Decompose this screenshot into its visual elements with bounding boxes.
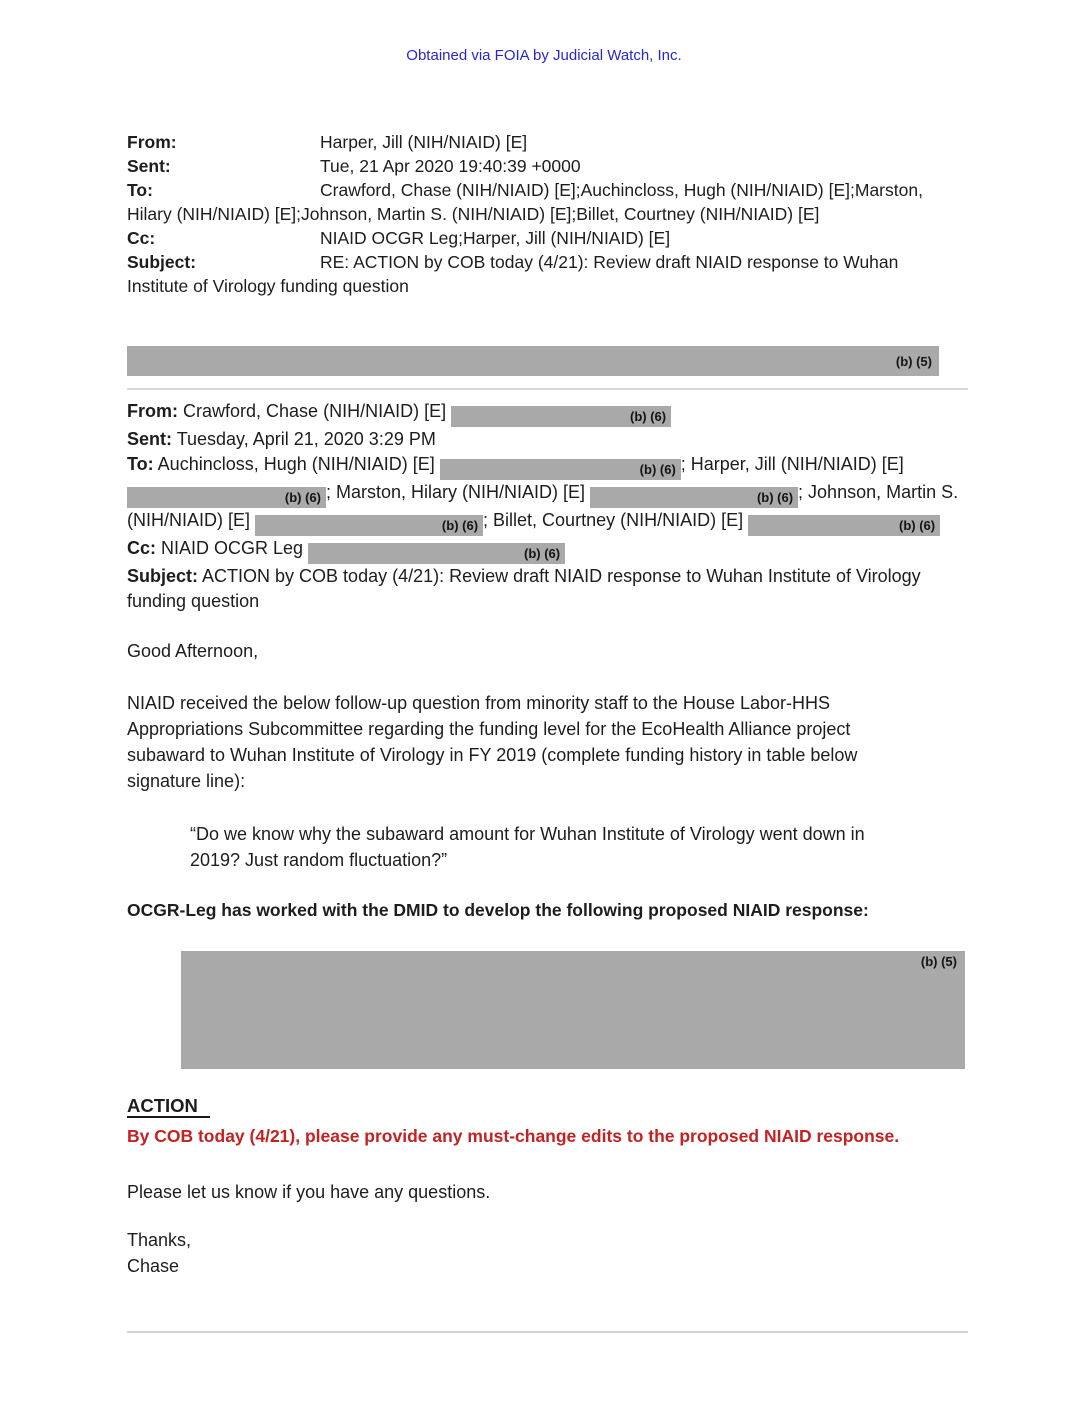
action-heading-text: ACTION [127, 1095, 210, 1118]
email2-to-recipient5: ; Billet, Courtney (NIH/NIAID) [E] [483, 510, 744, 530]
body-greeting: Good Afternoon, [127, 641, 259, 661]
email1-subject-row [127, 250, 957, 298]
redaction-bar-b6-cc [308, 543, 565, 564]
body-paragraph-line: NIAID received the below follow-up question from minority staff to the House Labor-HHS [127, 693, 830, 713]
redaction-bar-b6-to5 [748, 515, 940, 536]
email2-cc-value: NIAID OCGR Leg [161, 538, 304, 558]
email2-subject-wrap: funding question [127, 591, 260, 611]
redaction-tag-b6: (b) (6) [756, 490, 794, 505]
email1-sent-value: Tue, 21 Apr 2020 19:40:39 +0000 [320, 156, 581, 176]
email2-to-recipient4: ; Johnson, Martin S. [798, 482, 959, 502]
email2-to-line-2 [127, 480, 1007, 508]
redaction-bar-b6-from [451, 406, 671, 427]
quote-line: 2019? Just random fluctuation?” [190, 850, 448, 870]
body-paragraph [127, 690, 1088, 794]
email1-from-row [127, 130, 957, 154]
email1-sent-label: Sent: [127, 156, 171, 176]
email2-sent-line [127, 427, 1007, 452]
email2-sent-label: Sent: [127, 429, 172, 449]
action-intro: OCGR-Leg has worked with the DMID to develop the following proposed NIAID response: [127, 900, 869, 920]
email1-from-value: Harper, Jill (NIH/NIAID) [E] [320, 132, 528, 152]
email2-cc-label: Cc: [127, 538, 157, 558]
signature-block [127, 1227, 1088, 1279]
action-deadline: By COB today (4/21), please provide any must-change edits to the proposed NIAID response. [127, 1126, 900, 1146]
email2-subject-label: Subject: [127, 566, 199, 586]
redaction-tag-b6: (b) (6) [639, 462, 676, 477]
email1-from-label: From: [127, 132, 177, 152]
email1-subject-label: Subject: [127, 252, 197, 272]
redaction-bar-b6-to3 [590, 487, 798, 508]
email2-to-recipient2: ; Harper, Jill (NIH/NIAID) [E] [680, 454, 904, 474]
redaction-tag-b5: (b) (5) [920, 954, 957, 969]
email2-to-line-3 [127, 508, 1007, 536]
body-paragraph-line: subaward to Wuhan Institute of Virology in FY 2019 (complete funding history in table below [127, 745, 858, 765]
email2-to-recipient3: ; Marston, Hilary (NIH/NIAID) [E] [326, 482, 586, 502]
quoted-question [190, 821, 1088, 873]
email1-to-value: Crawford, Chase (NIH/NIAID) [E];Auchincloss, Hugh (NIH/NIAID) [E];Marston, Hilary (NIH/NIAID) [E];Johnson, Martin S. (NIH/NIAID) [E];Billet, Courtney (NIH/NIAID) [E] [127, 180, 923, 224]
email2-to-recipient4-wrap: (NIH/NIAID) [E] [127, 510, 251, 530]
email1-cc-label: Cc: [127, 228, 156, 248]
redaction-tag-b6: (b) (6) [899, 518, 936, 533]
redaction-bar-b6-to2 [127, 487, 326, 508]
email1-header [127, 130, 957, 298]
signature-name: Chase [127, 1256, 180, 1276]
email2-cc-line [127, 536, 1007, 564]
redaction-bar-b6-to1 [440, 459, 681, 480]
foia-stamp: Obtained via FOIA by Judicial Watch, Inc. [406, 47, 682, 64]
email2-from-line [127, 399, 1007, 427]
email1-cc-row [127, 226, 957, 250]
email1-sent-row [127, 154, 957, 178]
email2-to-recipient1: Auchincloss, Hugh (NIH/NIAID) [E] [157, 454, 435, 474]
email1-to-row [127, 178, 957, 226]
redaction-tag-b6: (b) (6) [284, 490, 321, 505]
email2-to-label: To: [127, 454, 154, 474]
email2-from-value: Crawford, Chase (NIH/NIAID) [E] [183, 401, 447, 421]
redaction-bar-b5 [127, 346, 939, 376]
email1-to-label: To: [127, 180, 153, 200]
bottom-divider [127, 1331, 968, 1333]
redaction-tag-b6: (b) (6) [523, 546, 561, 561]
redaction-tag-b5: (b) (5) [895, 353, 932, 369]
email2-sent-value: Tuesday, April 21, 2020 3:29 PM [176, 429, 436, 449]
email2-from-label: From: [127, 401, 178, 421]
email2-to-line-1 [127, 452, 1007, 480]
body-paragraph-line: signature line): [127, 771, 246, 791]
redaction-tag-b6: (b) (6) [441, 518, 479, 533]
email2-subject-value: ACTION by COB today (4/21): Review draft NIAID response to Wuhan Institute of Virology [202, 566, 921, 586]
quote-line: “Do we know why the subaward amount for Wuhan Institute of Virology went down in [190, 824, 865, 844]
redaction-bar-b6-to4 [255, 515, 483, 536]
email1-subject-value: RE: ACTION by COB today (4/21): Review draft NIAID response to Wuhan Institute of Virology funding question [127, 252, 899, 296]
email1-cc-value: NIAID OCGR Leg;Harper, Jill (NIH/NIAID) [E] [320, 228, 671, 248]
signoff-text: Thanks, [127, 1230, 192, 1250]
action-heading [127, 1093, 1088, 1119]
redaction-tag-b6: (b) (6) [629, 409, 667, 424]
email2-header [127, 399, 1007, 614]
redaction-block-b5 [181, 951, 965, 1069]
email2-subject-line-2 [127, 589, 1007, 614]
body-paragraph-line: Appropriations Subcommittee regarding the funding level for the EcoHealth Alliance project [127, 719, 851, 739]
email2-subject-line-1 [127, 564, 1007, 589]
closing-line: Please let us know if you have any questions. [127, 1182, 491, 1202]
section-divider [127, 388, 968, 390]
